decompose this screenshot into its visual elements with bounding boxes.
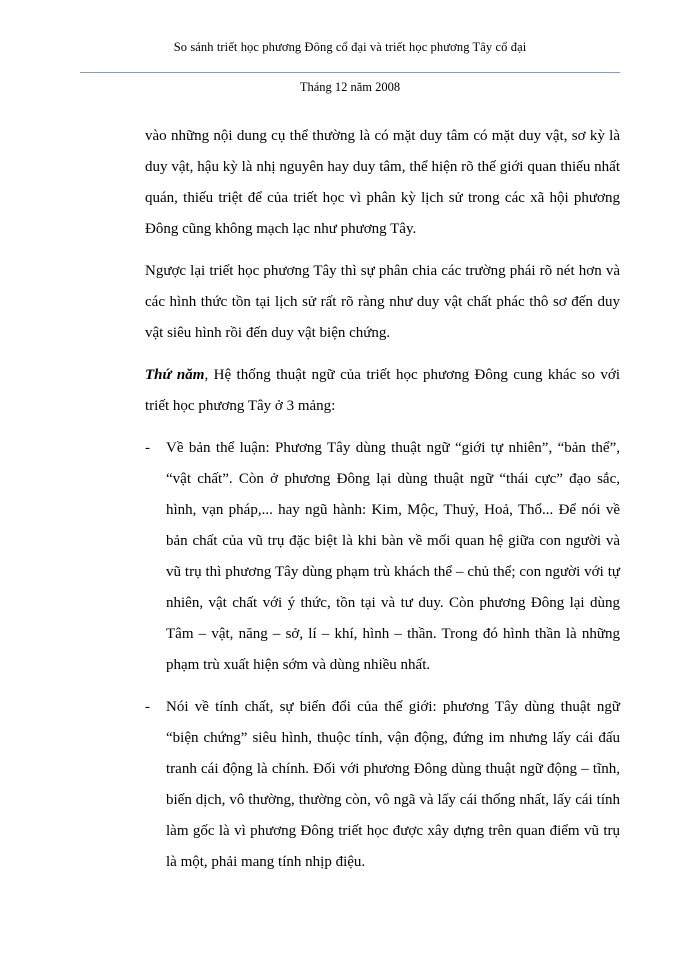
paragraph-2: Ngược lại triết học phương Tây thì sự phân chia các trường phái rõ nét hơn và các hình thức tồn tại lịch sử rất rõ ràng như duy vật chất phác thô sơ đến duy vật siêu hình rồi đến duy vật biện chứng. [145, 263, 620, 341]
bullet-dash: - [145, 699, 150, 715]
list-item [145, 692, 620, 878]
header-divider [80, 72, 620, 73]
bullet-dash: - [145, 440, 150, 456]
list-item-text: Về bản thể luận: Phương Tây dùng thuật ngữ “giới tự nhiên”, “bản thể”, “vật chất”. Còn ở phương Đông lại dùng thuật ngữ “thái cực” đạo sắc, hình, vạn pháp,... hay ngũ hành: Kim, Mộc, Thuỷ, Hoả, Thổ... Để nói về bản chất của vũ trụ đặc biệt là khi bàn về mối quan hệ giữa con người và vũ trụ thì phương Tây dùng phạm trù khách thể – chủ thể; con người với tự nhiên, vật chất với ý thức, tồn tại và tư duy. Còn phương Đông lại dùng Tâm – vật, năng – sở, lí – khí, hình – thần. Trong đó hình thần là những phạm trù xuất hiện sớm và dùng nhiều nhất. [166, 440, 620, 673]
paragraph-3-text: , Hệ thống thuật ngữ của triết học phương Đông cung khác so với triết học phương Tây ở 3 mảng: [145, 367, 620, 414]
list-item [145, 433, 620, 681]
terminology-list [145, 433, 620, 878]
paragraph-1: vào những nội dung cụ thể thường là có mặt duy tâm có mặt duy vật, sơ kỳ là duy vật, hậu kỳ là nhị nguyên hay duy tâm, thể hiện rõ thế giới quan thiếu nhất quán, thiếu triệt để của triết học vì phân kỳ lịch sử trong các xã hội phương Đông cũng không mạch lạc như phương Tây. [145, 128, 620, 237]
list-item-text: Nói về tính chất, sự biến đổi của thế giới: phương Tây dùng thuật ngữ “biện chứng” siêu hình, thuộc tính, vận động, đứng im nhưng lấy cái đấu tranh cái động là chính. Đối với phương Đông dùng thuật ngữ động – tĩnh, biến dịch, vô thường, thường còn, vô ngã và lấy cái thống nhất, lấy cái tính làm gốc là vì phương Đông triết học được xây dựng trên quan điểm vũ trụ là một, phải mang tính nhịp điệu. [166, 699, 620, 870]
paragraph-3-lead: Thứ năm [145, 367, 205, 383]
page-header-date: Tháng 12 năm 2008 [299, 80, 401, 94]
paragraph-3 [145, 360, 620, 422]
page-header-title: So sánh triết học phương Đông cổ đại và triết học phương Tây cổ đại [173, 40, 527, 54]
document-body [145, 121, 620, 889]
